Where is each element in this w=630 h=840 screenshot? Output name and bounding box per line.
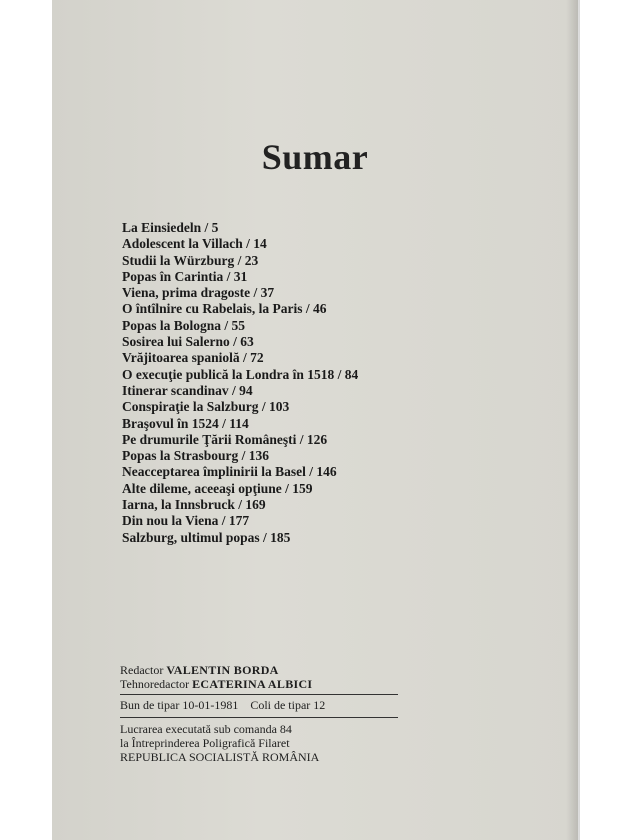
print-info-line	[120, 697, 400, 714]
redactor-line	[120, 663, 400, 677]
redactor-name: VALENTIN BORDA	[166, 663, 279, 677]
page-edge-shadow	[566, 0, 580, 840]
toc-entry: Neacceptarea împlinirii la Basel / 146	[122, 464, 337, 480]
divider	[120, 694, 398, 695]
toc-entry: Din nou la Viena / 177	[122, 513, 250, 529]
toc-entry: Popas la Strasbourg / 136	[122, 448, 270, 464]
toc-entry: Iarna, la Innsbruck / 169	[122, 497, 266, 513]
toc-entry: Popas la Bologna / 55	[122, 317, 246, 333]
printing-house: la Întreprinderea Poligrafică Filaret	[120, 736, 290, 750]
redactor-label: Redactor	[120, 663, 164, 677]
toc-entry: Sosirea lui Salerno / 63	[122, 334, 254, 350]
printing-order: Lucrarea executată sub comanda 84	[120, 722, 292, 736]
toc-entry: Braşovul în 1524 / 114	[122, 415, 249, 431]
toc-entry: Alte dileme, aceeaşi opţiune / 159	[122, 480, 313, 496]
toc-entry: La Einsiedeln / 5	[122, 220, 219, 235]
page-title: Sumar	[261, 137, 369, 177]
table-of-contents	[122, 220, 358, 546]
toc-entry: Pe drumurile Ţării Româneşti / 126	[122, 431, 328, 447]
toc-entry: Vrăjitoarea spaniolă / 72	[122, 350, 264, 366]
bun-de-tipar: Bun de tipar 10-01-1981	[120, 698, 239, 712]
toc-entry: Studii la Würzburg / 23	[122, 252, 259, 268]
divider	[120, 717, 398, 718]
toc-entry: Viena, prima dragoste / 37	[122, 285, 275, 301]
country: REPUBLICA SOCIALISTĂ ROMÂNIA	[120, 750, 320, 764]
coli-de-tipar: Coli de tipar 12	[250, 698, 326, 712]
colophon	[120, 663, 400, 764]
book-page	[52, 0, 578, 840]
toc-entry: Popas în Carintia / 31	[122, 268, 248, 284]
toc-entry: Conspiraţie la Salzburg / 103	[122, 399, 290, 415]
tehnoredactor-line	[120, 677, 400, 691]
tehnoredactor-name: ECATERINA ALBICI	[192, 677, 313, 691]
toc-entry: O execuţie publică la Londra în 1518 / 84	[122, 366, 359, 382]
toc-entry: Salzburg, ultimul popas / 185	[122, 529, 291, 545]
toc-entry: O întîlnire cu Rabelais, la Paris / 46	[122, 301, 327, 317]
toc-entry: Adolescent la Villach / 14	[122, 236, 267, 252]
toc-entry: Itinerar scandinav / 94	[122, 382, 253, 398]
tehnoredactor-label: Tehnoredactor	[120, 677, 190, 691]
